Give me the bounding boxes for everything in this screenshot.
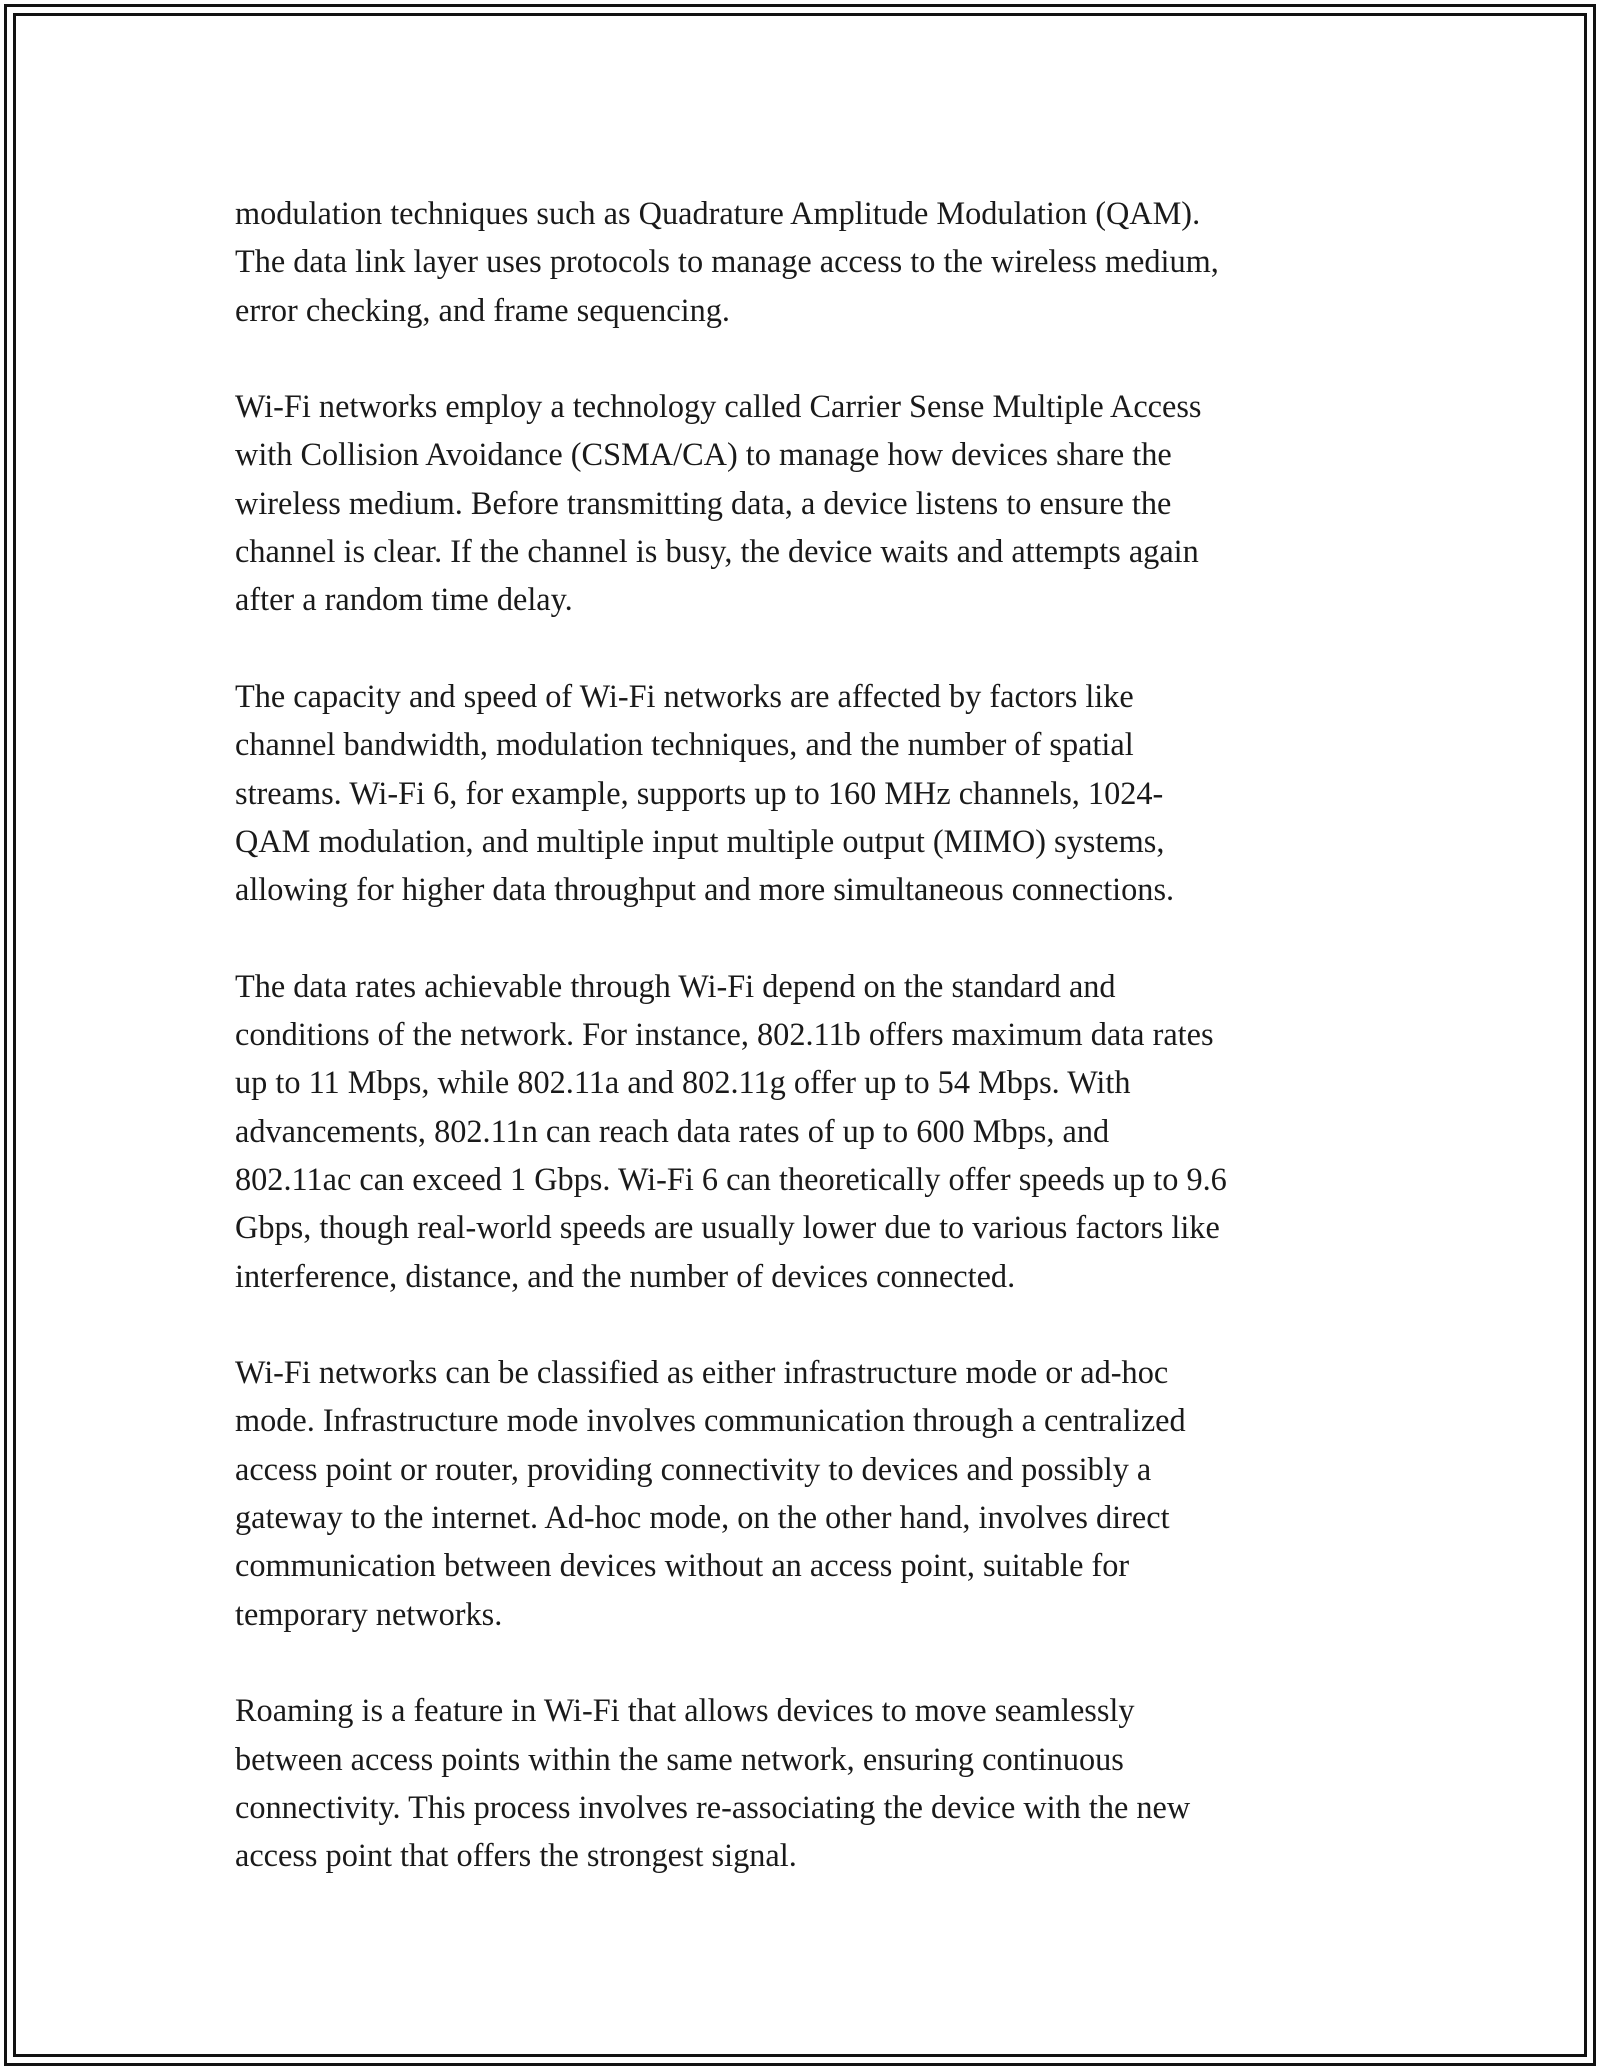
paragraph-data-rates [235, 962, 1385, 1300]
text-line: communication between devices without an access point, suitable for [235, 1547, 1130, 1584]
text-line: modulation techniques such as Quadrature Amplitude Modulation (QAM). [235, 195, 1201, 231]
text-line: QAM modulation, and multiple input multiple output (MIMO) systems, [235, 822, 1165, 859]
text-line: The capacity and speed of Wi-Fi networks are affected by factors like [235, 677, 1134, 714]
paragraph-capacity [235, 672, 1385, 913]
text-line: with Collision Avoidance (CSMA/CA) to manage how devices share the [235, 436, 1172, 473]
paragraph-modes [235, 1348, 1385, 1638]
text-line: Wi-Fi networks can be classified as either infrastructure mode or ad-hoc [235, 1354, 1169, 1391]
text-line: gateway to the internet. Ad-hoc mode, on the other hand, involves direct [235, 1499, 1170, 1536]
text-line: allowing for higher data throughput and more simultaneous connections. [235, 871, 1175, 908]
text-line: Roaming is a feature in Wi-Fi that allows devices to move seamlessly [235, 1692, 1135, 1729]
paragraph-csma-ca [235, 382, 1385, 623]
text-line: after a random time delay. [235, 581, 573, 618]
text-line: Wi-Fi networks employ a technology called Carrier Sense Multiple Access [235, 388, 1202, 425]
text-line: The data rates achievable through Wi-Fi depend on the standard and [235, 967, 1116, 1004]
text-line: access point or router, providing connectivity to devices and possibly a [235, 1450, 1152, 1487]
text-line: channel is clear. If the channel is busy, the device waits and attempts again [235, 533, 1199, 570]
text-line: 802.11ac can exceed 1 Gbps. Wi-Fi 6 can theoretically offer speeds up to 9.6 [235, 1160, 1227, 1197]
text-line: mode. Infrastructure mode involves communication through a centralized [235, 1402, 1186, 1439]
text-line: Gbps, though real-world speeds are usually lower due to various factors like [235, 1209, 1220, 1246]
text-line: connectivity. This process involves re-associating the device with the new [235, 1788, 1191, 1825]
text-line: access point that offers the strongest signal. [235, 1837, 797, 1874]
text-line: conditions of the network. For instance, 802.11b offers maximum data rates [235, 1016, 1214, 1053]
text-line: advancements, 802.11n can reach data rates of up to 600 Mbps, and [235, 1112, 1110, 1149]
document-body [235, 189, 1385, 1928]
text-line: The data link layer uses protocols to manage access to the wireless medium, [235, 243, 1219, 280]
text-line: wireless medium. Before transmitting data, a device listens to ensure the [235, 484, 1172, 521]
text-line: streams. Wi-Fi 6, for example, supports up to 160 MHz channels, 1024- [235, 774, 1164, 811]
text-line: error checking, and frame sequencing. [235, 291, 730, 328]
text-line: up to 11 Mbps, while 802.11a and 802.11g offer up to 54 Mbps. With [235, 1064, 1131, 1101]
text-line: channel bandwidth, modulation techniques, and the number of spatial [235, 726, 1134, 763]
text-line: temporary networks. [235, 1595, 503, 1632]
text-line: interference, distance, and the number of devices connected. [235, 1257, 1016, 1294]
paragraph-roaming [235, 1686, 1385, 1879]
paragraph-modulation [235, 189, 1385, 334]
text-line: between access points within the same network, ensuring continuous [235, 1740, 1124, 1777]
